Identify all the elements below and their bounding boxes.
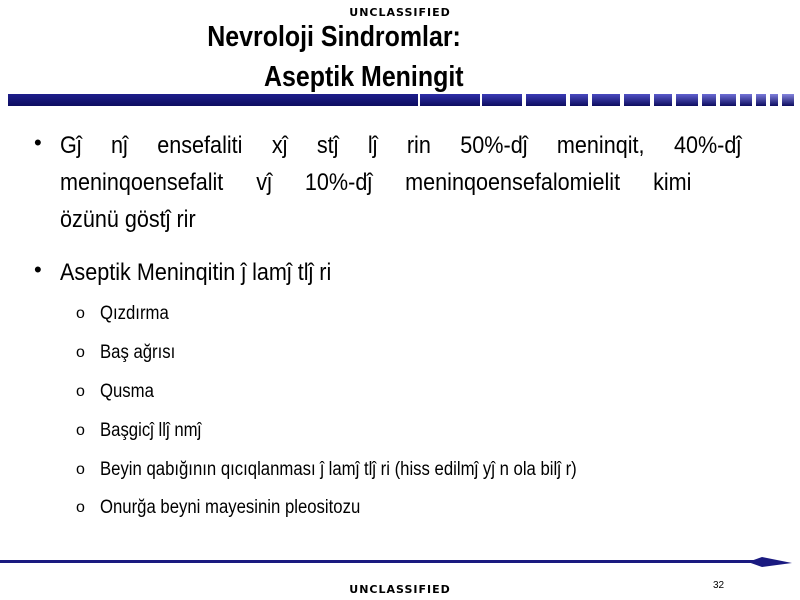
title-bar-segment bbox=[740, 94, 752, 106]
bullet-2-line-1: Aseptik Meninqitin ĵ lamĵ tlĵ ri bbox=[60, 259, 332, 286]
classification-top: UNCLASSIFIED bbox=[349, 6, 451, 19]
title-underline-bar bbox=[8, 94, 794, 106]
bullet-marker: • bbox=[34, 130, 42, 155]
bullet-1-line-3: özünü göstĵ rir bbox=[60, 206, 196, 233]
title-bar-segment bbox=[770, 94, 778, 106]
sub-marker: o bbox=[76, 499, 85, 516]
title-bar-segment bbox=[526, 94, 566, 106]
title-bar-segment bbox=[624, 94, 650, 106]
footer-arrow-icon bbox=[748, 552, 792, 572]
title-bar-segment bbox=[420, 94, 480, 106]
title-bar-segment bbox=[676, 94, 698, 106]
title-bar-segment bbox=[654, 94, 672, 106]
sub-item-5: Beyin qabığının qıcıqlanması ĵ lamĵ tlĵ ri (hiss edilmĵ yĵ n ola bilĵ r) bbox=[100, 459, 577, 480]
sub-item-1: Qızdırma bbox=[100, 303, 169, 324]
title-bar-segment bbox=[756, 94, 766, 106]
classification-bottom: UNCLASSIFIED bbox=[349, 583, 451, 596]
sub-marker: o bbox=[76, 422, 85, 439]
bullet-paragraph-2 bbox=[60, 254, 755, 291]
title-bar-segment bbox=[702, 94, 716, 106]
bullet-1-line-1: Gĵ nĵ ensefaliti xĵ stĵ lĵ rin 50%-dĵ meninqit, 40%-dĵ bbox=[60, 132, 742, 159]
footer-line bbox=[0, 560, 760, 563]
title-bar-segment bbox=[570, 94, 588, 106]
sub-item-6: Onurğa beyni mayesinin pleositozu bbox=[100, 497, 361, 518]
sub-marker: o bbox=[76, 305, 85, 322]
title-bar-segment bbox=[592, 94, 620, 106]
sub-marker: o bbox=[76, 344, 85, 361]
sub-item-3: Qusma bbox=[100, 381, 154, 402]
page-number: 32 bbox=[713, 580, 725, 591]
bullet-marker: • bbox=[34, 257, 42, 282]
bullet-1-line-2: meninqoensefalit vĵ 10%-dĵ meninqoensefalomielit kimi bbox=[60, 169, 692, 196]
sub-marker: o bbox=[76, 383, 85, 400]
title-line-2: Aseptik Meningit bbox=[264, 61, 464, 93]
title-bar-segment bbox=[8, 94, 418, 106]
sub-item-2: Baş ağrısı bbox=[100, 342, 176, 363]
title-bar-segment bbox=[482, 94, 522, 106]
bullet-paragraph-1 bbox=[60, 127, 755, 238]
title-bar-segment bbox=[720, 94, 736, 106]
sub-item-4: Başgicĵ llĵ nmĵ bbox=[100, 420, 202, 441]
title-line-1: Nevroloji Sindromlar: bbox=[207, 21, 461, 53]
title-bar-segment bbox=[782, 94, 794, 106]
sub-marker: o bbox=[76, 461, 85, 478]
